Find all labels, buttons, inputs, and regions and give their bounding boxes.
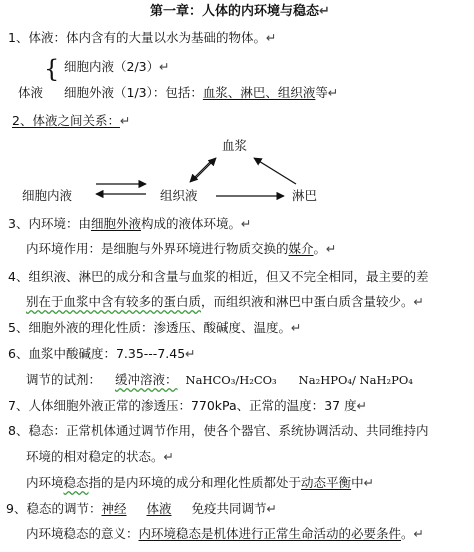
paragraph-mark: ↵ — [163, 449, 174, 464]
buffer-label: 调节的试剂： — [26, 372, 102, 387]
section-9-significance — [26, 528, 424, 541]
extracellular-suffix: 等 — [315, 85, 328, 100]
section-8-text-2: 环境的相对稳定的状态。 — [26, 449, 164, 464]
medium-term: 媒介 — [288, 241, 314, 256]
section-9-prefix: 9、稳态的调节： — [6, 501, 102, 516]
homeostasis-word: 稳态 — [63, 475, 89, 490]
section-2-text: 2、体液之间关系： — [12, 113, 120, 128]
section-4-text-1: 4、组织液、淋巴的成分和含量与血浆的相近，但又不完全相同，最主要的差 — [8, 269, 429, 284]
section-8-line-1 — [8, 425, 428, 438]
arrow-lymph-to-plasma — [254, 158, 296, 184]
section-3-prefix: 3、内环境：由 — [8, 216, 91, 231]
diagram-node-tissue: 组织液 — [160, 188, 198, 203]
section-8-line-2 — [26, 451, 174, 464]
paragraph-mark: ↵ — [356, 398, 368, 413]
section-8-text-3: 指的是内环境的成分和理化性质都处于 — [88, 475, 302, 490]
function-suffix: 。 — [313, 241, 327, 256]
paragraph-mark: ↵ — [326, 241, 337, 256]
section-9-regulation — [6, 503, 277, 516]
significance-term: 内环境稳态是机体进行正常生命活动的必要条件 — [138, 526, 402, 541]
buffer-pair-2: Na₂HPO₄/ NaH₂PO₄ — [298, 373, 413, 387]
diagram-node-lymph: 淋巴 — [292, 188, 318, 203]
extracellular-fluid-term: 细胞外液 — [90, 216, 141, 231]
buffer-line — [26, 374, 413, 387]
section-3-definition — [8, 218, 251, 231]
paragraph-mark: ↵ — [413, 294, 425, 309]
protein-difference-term: 别在于血浆中含有较多的蛋白质 — [26, 294, 202, 309]
paragraph-mark: ↵ — [363, 475, 375, 490]
title-text: 第一章：人体的内环境与稳态 — [150, 4, 320, 19]
section-6-ph — [8, 348, 196, 361]
section-8-text-1: 8、稳态：正常机体通过调节作用，使各个器官、系统协调活动、共同维持内 — [8, 423, 429, 438]
regulation-humoral: 体液 — [146, 501, 172, 516]
section-3-function — [26, 243, 337, 256]
paragraph-mark: ↵ — [290, 320, 302, 335]
function-prefix: 内环境作用：是细胞与外界环境进行物质交换的 — [26, 241, 289, 256]
body-fluid-text: 体液 — [18, 85, 44, 100]
arrow-plasma-to-tissue — [190, 160, 212, 182]
extracellular-prefix: 细胞外液（1/3）：包括： — [64, 85, 203, 100]
paragraph-mark: ↵ — [185, 346, 196, 361]
regulation-nerve: 神经 — [101, 501, 127, 516]
internal-environment-word: 内环境 — [26, 475, 64, 490]
dynamic-balance-term: 动态平衡 — [301, 475, 352, 490]
regulation-immune: 免疫共同调节 — [191, 501, 267, 516]
paragraph-mark: ↵ — [319, 4, 330, 19]
diagram-node-intracellular: 细胞内液 — [22, 188, 73, 203]
paragraph-mark: ↵ — [159, 59, 170, 74]
section-5-properties — [8, 322, 301, 335]
buffer-pair-1: NaHCO₃/H₂CO₃ — [185, 373, 277, 387]
paragraph-mark: ↵ — [266, 501, 277, 516]
section-7-text: 7、人体细胞外液正常的渗透压：770kPa、正常的温度：37 度 — [8, 398, 357, 413]
section-4-text-2: ，而组织液和淋巴中蛋白质含量较少。 — [201, 294, 414, 309]
arrow-tissue-to-plasma — [194, 158, 216, 180]
paragraph-mark: ↵ — [413, 526, 425, 541]
section-1-text: 1、体液：体内含有的大量以水为基础的物体。 — [8, 30, 266, 45]
section-3-suffix: 构成的液体环境。 — [140, 216, 241, 231]
paragraph-mark: ↵ — [119, 113, 131, 128]
intracellular-fluid-text: 细胞内液（2/3） — [64, 59, 160, 74]
significance-prefix: 内环境稳态的意义： — [26, 526, 139, 541]
section-4-line-2 — [26, 296, 424, 309]
brace-symbol: { — [44, 55, 60, 83]
paragraph-mark: ↵ — [327, 85, 339, 100]
section-7-osmotic — [8, 400, 367, 413]
significance-suffix: 。 — [401, 526, 414, 541]
paragraph-mark: ↵ — [241, 216, 252, 231]
buffer-solution-term: 缓冲溶液： — [115, 372, 178, 387]
paragraph-mark: ↵ — [265, 30, 277, 45]
section-8-line-3 — [26, 477, 374, 490]
section-8-suffix: 中 — [351, 475, 364, 490]
diagram-node-plasma: 血浆 — [222, 138, 248, 153]
extracellular-components: 血浆、淋巴、组织液 — [202, 85, 316, 100]
section-6-text: 6、血浆中酸碱度：7.35---7.45 — [8, 346, 186, 361]
section-4-line-1 — [8, 271, 428, 284]
section-5-text: 5、细胞外液的理化性质：渗透压、酸碱度、温度。 — [8, 320, 291, 335]
